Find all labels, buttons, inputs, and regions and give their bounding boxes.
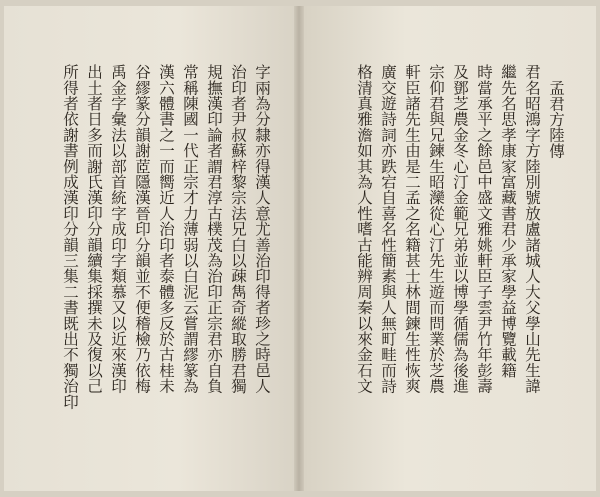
text-column: 所得者依謝書例成漢印分韻三集二書既出不獨治印 (61, 64, 79, 410)
right-page (304, 6, 596, 491)
text-column: 漢六體書之一而嚮近人治印者泰體多反於古桂未 (157, 64, 175, 394)
text-column: 格清真雅澹如其為人性嗜古能辨周秦以來金石文 (355, 64, 373, 394)
text-column: 繼先名思孝康家富藏書君少承家學益博覽載籍 (499, 64, 517, 378)
text-column: 軒臣諸先生由是二孟之名籍甚士林間鍊生性恢爽 (403, 64, 421, 394)
text-column: 禹金字彙法以部首統字成印字類慕又以近來漢印 (109, 64, 127, 394)
text-column: 及鄧芝農金冬心汀金範兄弟並以博學循儒為後進 (451, 64, 469, 394)
chapter-title: 孟君方陸傳 (547, 80, 565, 159)
text-column: 宗仰君與兄鍊生昭灤從心汀先生遊而問業於芝農 (427, 64, 445, 394)
text-column: 君名昭鴻字方陸別號放盧諸城人大父學山先生諱 (523, 64, 541, 394)
text-column: 出土者日多而謝氏漢印分韻續集採撰未及復以己 (85, 64, 103, 394)
left-page (4, 6, 294, 491)
text-column: 規撫漢印論者謂君淳古樸茂為治印正宗君亦自負 (205, 64, 223, 394)
text-column: 常稱陳國一代正宗才力薄弱以白泥云嘗謂繆篆為 (181, 64, 199, 394)
left-page-text (58, 64, 274, 409)
text-column: 廣交遊詩詞亦跌宕自喜名性簡素與人無町畦而詩 (379, 64, 397, 394)
right-page-text (352, 64, 570, 394)
text-column: 字兩為分隸亦得漢人意尤善治印得者珍之時邑人 (253, 64, 271, 394)
text-column: 時當承平之餘邑中盛文雅姚軒臣子雲尹竹年彭壽 (475, 64, 493, 394)
text-column: 治印者尹叔蘇梓黎宗法兄白以疎雋奇縱取勝君獨 (229, 64, 247, 394)
text-column: 谷繆篆分韻謝茝隱漢晉印分韻並不便稽檢乃依梅 (133, 64, 151, 394)
book-gutter (294, 6, 304, 491)
